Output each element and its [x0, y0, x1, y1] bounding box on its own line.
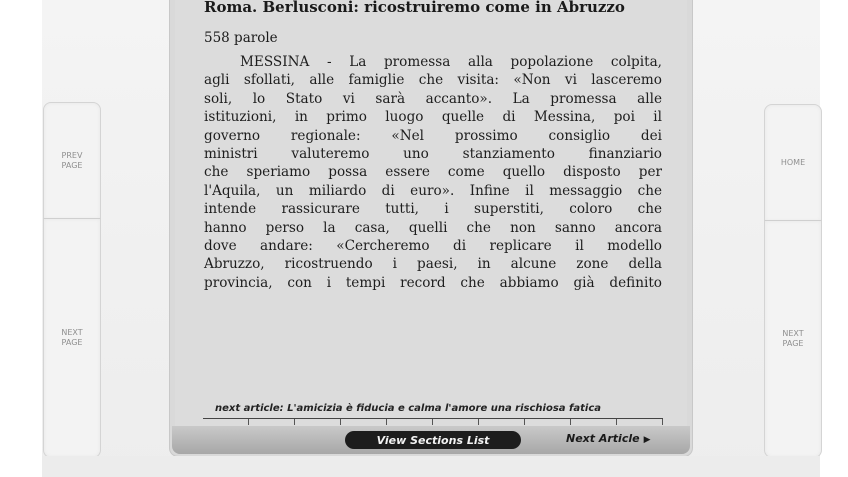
article-title: Roma. Berlusconi: ricostruiremo come in Abruzzo	[204, 0, 625, 16]
body-line: intende rassicurare tutti, i superstiti, coloro che	[204, 201, 662, 218]
progress-rule	[203, 418, 663, 425]
body-line: istituzioni, in primo luogo quelle di Messina, poi il	[204, 109, 662, 126]
next-page-left-label: NEXT PAGE	[61, 328, 83, 347]
body-line: soli, lo Stato vi sarà accanto». La promessa alle	[204, 90, 662, 107]
next-article-label: Next Article	[566, 432, 640, 445]
body-line: ministri valuteremo uno stanziamento finanziario	[204, 145, 662, 162]
body-line: hanno perso la casa, quelli che non sanno ancora	[204, 219, 662, 236]
body-line: provincia, con i tempi record che abbiamo già definito	[204, 274, 662, 291]
body-line: agli sfollati, alle famiglie che visita: «Non vi lasceremo	[204, 72, 662, 89]
triangle-right-icon: ▶	[643, 435, 651, 445]
prev-page-label: PREV PAGE	[61, 151, 83, 170]
body-line: che speriamo possa essere come quello disposto per	[204, 164, 662, 181]
next-page-right-button[interactable]	[764, 220, 822, 458]
next-page-right-label: NEXT PAGE	[782, 329, 804, 348]
next-page-left-button[interactable]	[43, 218, 101, 458]
body-line: Abruzzo, ricostruendo i paesi, in alcune zone della	[204, 256, 662, 273]
body-line: MESSINA - La promessa alla popolazione colpita,	[240, 54, 662, 70]
body-line: governo regionale: «Nel prossimo consiglio dei	[204, 127, 662, 144]
next-article-link[interactable]	[566, 432, 651, 445]
home-button[interactable]	[764, 104, 822, 222]
prev-page-button[interactable]	[43, 102, 101, 220]
device-bottom-edge	[42, 456, 820, 477]
word-count: 558 parole	[204, 30, 278, 46]
view-sections-button[interactable]	[345, 431, 521, 449]
article-body	[204, 53, 662, 292]
view-sections-label: View Sections List	[376, 433, 490, 447]
body-line: dove andare: «Cercheremo di replicare il modello	[204, 237, 662, 254]
body-line: l'Aquila, un miliardo di euro». Infine il messaggio che	[204, 182, 662, 199]
next-article-teaser[interactable]: next article: L'amicizia è fiducia e calma l'amore una rischiosa fatica	[215, 403, 602, 414]
home-label: HOME	[780, 158, 806, 167]
